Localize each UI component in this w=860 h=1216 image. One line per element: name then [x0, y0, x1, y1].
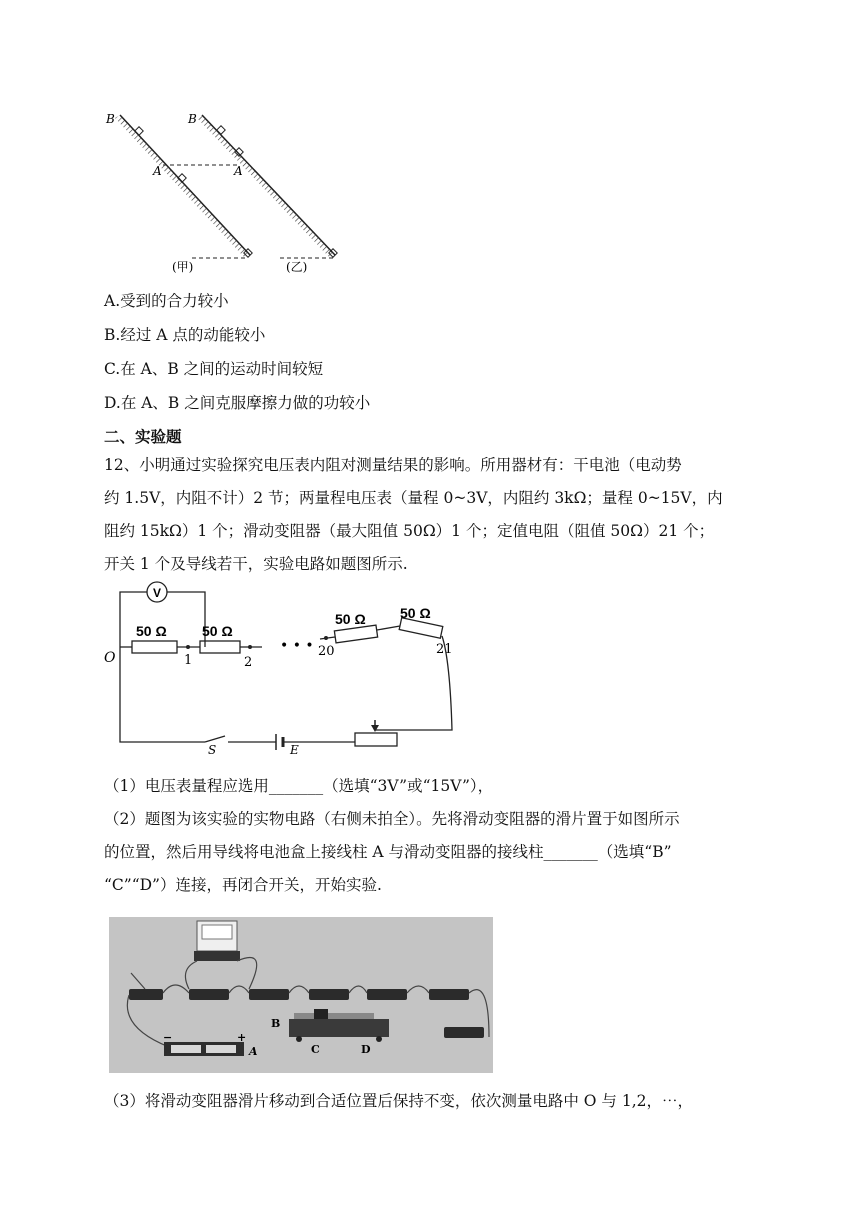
node-1-label: 1 — [184, 653, 193, 668]
switch-label: S — [208, 743, 217, 755]
terminal-C-label: C — [311, 1043, 320, 1056]
resistor-2-label: 50 Ω — [202, 623, 233, 639]
option-d: D.在 A、B 之间克服摩擦力做的功较小 — [104, 394, 371, 412]
terminal-D-label: D — [361, 1043, 371, 1056]
voltmeter-label: V — [153, 586, 162, 600]
resistor-1-label: 50 Ω — [136, 623, 167, 639]
resistor-20 — [334, 625, 377, 643]
q12-line-4: 开关 1 个及导线若干，实验电路如题图所示. — [104, 555, 408, 573]
sub-question-2-line-2: 的位置，然后用导线将电池盒上接线柱 A 与滑动变阻器的接线柱_______（选填“B” — [104, 843, 672, 861]
terminal-A-label: A — [249, 1045, 258, 1058]
incline-yi — [197, 115, 337, 258]
sub-question-2-line-1: （2）题图为该实验的实物电路（右侧未拍全）。先将滑动变阻器的滑片置于如图所示 — [104, 810, 680, 828]
option-a: A.受到的合力较小 — [104, 292, 229, 310]
option-c: C.在 A、B 之间的运动时间较短 — [104, 360, 324, 378]
label-yi: (乙) — [286, 260, 308, 274]
circuit-photo — [109, 917, 493, 1073]
node-21-label: 21 — [436, 642, 453, 657]
plus-terminal-label: + — [237, 1031, 247, 1044]
label-B-jia: B — [106, 112, 115, 126]
sub-question-3: （3）将滑动变阻器滑片移动到合适位置后保持不变，依次测量电路中 O 与 1,2，⋯， — [104, 1092, 694, 1110]
terminal-B-label: B — [271, 1017, 281, 1030]
circuit-diagram — [100, 580, 460, 755]
minus-terminal-label: − — [163, 1031, 173, 1044]
rheostat — [355, 733, 397, 746]
node-2-label: 2 — [244, 655, 253, 670]
resistor-2 — [200, 641, 240, 653]
label-A-yi: A — [234, 164, 243, 178]
section-title: 二、实验题 — [104, 427, 182, 446]
resistor-21-label: 50 Ω — [400, 605, 431, 621]
rheostat-slider-arrow — [371, 725, 379, 732]
node-20-label: 20 — [318, 644, 335, 659]
option-b: B.经过 A 点的动能较小 — [104, 326, 266, 344]
resistor-1 — [132, 641, 177, 653]
incline-figure — [100, 105, 360, 280]
q12-line-1: 12、小明通过实验探究电压表内阻对测量结果的影响。所用器材有：干电池（电动势 — [104, 456, 682, 474]
ellipsis-label: • • • — [280, 638, 314, 654]
q12-line-2: 约 1.5V，内阻不计）2 节；两量程电压表（量程 0~3V，内阻约 3kΩ；量程 0~15V，内 — [104, 489, 723, 507]
label-jia: (甲) — [172, 260, 194, 274]
node-O-label: O — [104, 650, 116, 666]
sub-question-2-line-3: “C”“D”）连接，再闭合开关，开始实验. — [104, 876, 382, 894]
label-A-jia: A — [153, 164, 162, 178]
resistor-20-label: 50 Ω — [335, 611, 366, 627]
incline-jia — [115, 115, 252, 258]
voltmeter-photo — [194, 921, 240, 961]
label-B-yi: B — [188, 112, 197, 126]
battery-label: E — [290, 743, 299, 755]
q12-line-3: 阻约 15kΩ）1 个；滑动变阻器（最大阻值 50Ω）1 个；定值电阻（阻值 50Ω）21 个； — [104, 522, 715, 540]
sub-question-1: （1）电压表量程应选用_______（选填“3V”或“15V”）， — [104, 777, 494, 795]
battery-box-photo — [164, 1042, 244, 1056]
